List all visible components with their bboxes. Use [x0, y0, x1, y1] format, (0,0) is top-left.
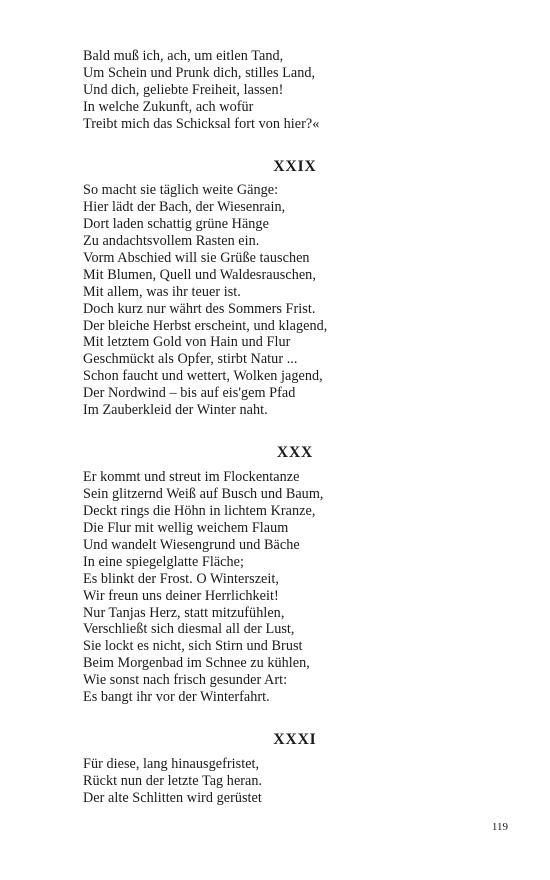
- verse-line: Es bangt ihr vor der Winterfahrt.: [83, 689, 270, 706]
- verse-line: Die Flur mit wellig weichem Flaum: [83, 519, 289, 536]
- page-number: 119: [491, 821, 508, 833]
- verse-line: Rückt nun der letzte Tag heran.: [83, 772, 263, 789]
- verse-line: Doch kurz nur währt des Sommers Frist.: [83, 300, 316, 317]
- stanza-xxxi: [83, 756, 262, 807]
- verse-line: Beim Morgenbad im Schnee zu kühlen,: [83, 655, 310, 672]
- verse-line: Wie sonst nach frisch gesunder Art:: [83, 672, 288, 689]
- verse-line: So macht sie täglich weite Gänge:: [83, 182, 279, 198]
- stanza-xxix: [83, 182, 327, 419]
- verse-line: Der Nordwind – bis auf eis'gem Pfad: [83, 385, 296, 402]
- verse-line: Mit allem, was ihr teuer ist.: [83, 283, 241, 300]
- verse-line: In eine spiegelglatte Fläche;: [83, 553, 244, 570]
- verse-line: Schon faucht und wettert, Wolken jagend,: [83, 368, 323, 385]
- stanza-intro: [83, 48, 319, 133]
- verse-line: Er kommt und streut im Flockentanze: [83, 469, 300, 485]
- verse-line: Verschließt sich diesmal all der Lust,: [83, 621, 295, 638]
- verse-line: Geschmückt als Opfer, stirbt Natur ...: [83, 351, 298, 368]
- verse-line: Im Zauberkleid der Winter naht.: [83, 402, 268, 419]
- verse-line: In welche Zukunft, ach wofür: [83, 98, 254, 115]
- chapter-heading-xxx: XXX: [276, 444, 314, 461]
- chapter-heading-xxxi: XXXI: [273, 731, 317, 748]
- verse-line: Der bleiche Herbst erscheint, und klagend,: [83, 317, 328, 334]
- verse-line: Für diese, lang hinausgefristet,: [83, 756, 260, 772]
- verse-line: Hier lädt der Bach, der Wiesenrain,: [83, 198, 286, 215]
- verse-line: Nur Tanjas Herz, statt mitzufühlen,: [83, 604, 285, 621]
- chapter-heading-xxix: XXIX: [273, 158, 317, 175]
- verse-line: Sein glitzernd Weiß auf Busch und Baum,: [83, 485, 324, 502]
- verse-line: Treibt mich das Schicksal fort von hier?«: [83, 115, 320, 132]
- verse-line: Deckt rings die Höhn in lichtem Kranze,: [83, 502, 316, 519]
- verse-line: Um Schein und Prunk dich, stilles Land,: [83, 64, 316, 81]
- verse-line: Sie lockt es nicht, sich Stirn und Brust: [83, 638, 303, 655]
- verse-line: Zu andachtsvollem Rasten ein.: [83, 232, 260, 249]
- stanza-xxx: [83, 469, 324, 706]
- verse-line: Mit letztem Gold von Hain und Flur: [83, 334, 291, 351]
- verse-line: Es blinkt der Frost. O Winterszeit,: [83, 570, 279, 587]
- verse-line: Dort laden schattig grüne Hänge: [83, 215, 269, 232]
- verse-line: Bald muß ich, ach, um eitlen Tand,: [83, 48, 284, 64]
- verse-line: Vorm Abschied will sie Grüße tauschen: [83, 249, 310, 266]
- verse-line: Und dich, geliebte Freiheit, lassen!: [83, 81, 284, 98]
- verse-line: Der alte Schlitten wird gerüstet: [83, 789, 262, 806]
- verse-line: Mit Blumen, Quell und Waldesrauschen,: [83, 266, 316, 283]
- verse-line: Wir freun uns deiner Herrlichkeit!: [83, 587, 279, 604]
- verse-line: Und wandelt Wiesengrund und Bäche: [83, 536, 300, 553]
